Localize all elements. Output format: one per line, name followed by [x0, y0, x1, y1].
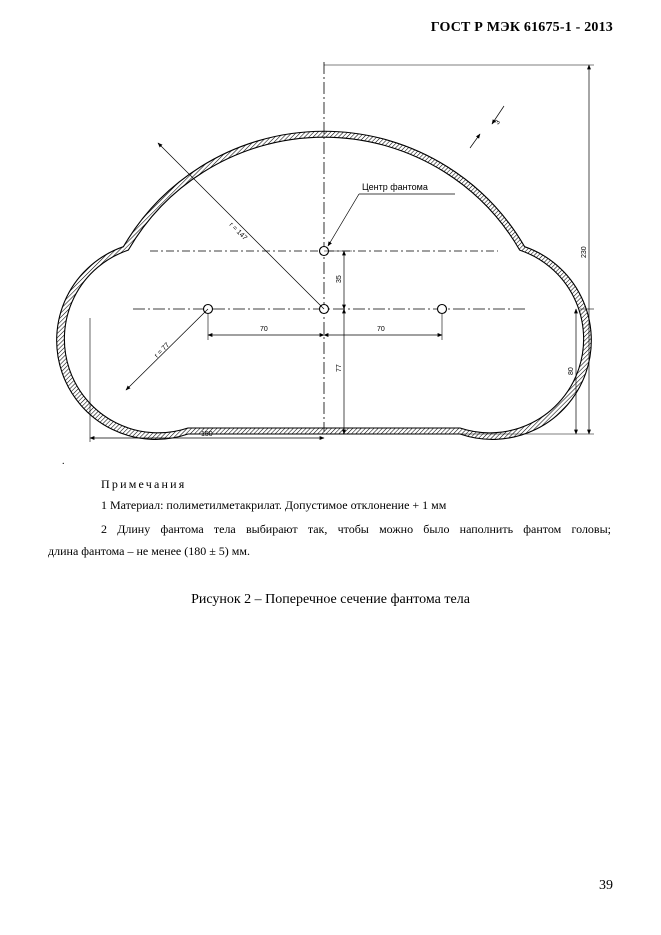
dim-label-150: 150	[201, 431, 213, 438]
center-lines	[133, 62, 526, 432]
note-1: 1 Материал: полиметилметакрилат. Допустимое отклонение + 1 мм	[101, 498, 447, 512]
dim-label-70-right: 70	[377, 326, 385, 333]
callout-phantom-center: Центр фантома	[362, 182, 428, 192]
radius-line-large	[158, 143, 324, 309]
hole-right	[438, 305, 447, 314]
dim-label-35: 35	[336, 275, 343, 283]
dim-label-230: 230	[581, 246, 588, 258]
dim-label-77: 77	[336, 364, 343, 372]
page-number: 39	[599, 878, 613, 893]
figure-caption: Рисунок 2 – Поперечное сечение фантома тела	[191, 592, 470, 607]
marker-dot: .	[62, 456, 65, 467]
dimension-lines	[90, 65, 589, 438]
document-header: ГОСТ Р МЭК 61675-1 - 2013	[430, 20, 613, 35]
radius-label-77: r = 77	[153, 341, 172, 360]
wall-thickness-label: 3	[493, 118, 502, 127]
notes-title: Примечания	[101, 477, 187, 491]
note-2-line-2: длина фантома – не менее (180 ± 5) мм.	[48, 544, 250, 558]
radius-label-147: r = 147	[227, 221, 249, 242]
dim-label-80: 80	[568, 367, 575, 375]
note-2-line-1: 2 Длину фантома тела выбирают так, чтобы можно было наполнить фантом головы;	[101, 522, 611, 536]
phantom-holes	[204, 247, 447, 314]
extension-lines	[90, 65, 594, 442]
wall-thickness-indicator	[470, 106, 504, 148]
callout-leader	[328, 194, 455, 246]
dim-label-70-left: 70	[260, 326, 268, 333]
